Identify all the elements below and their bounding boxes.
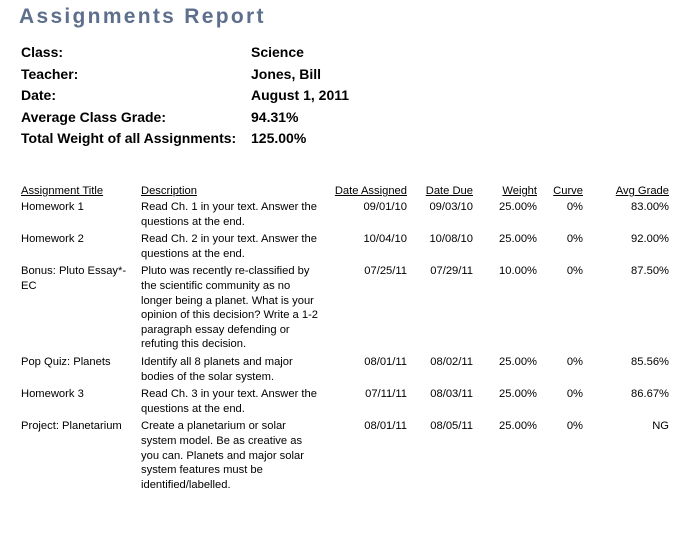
column-header-assignment-title: Assignment Title	[21, 185, 104, 197]
curve: 0%	[566, 388, 583, 401]
assignments-table	[21, 184, 669, 495]
total-weight-label: Total Weight of all Assignments:	[21, 130, 237, 146]
assignment-title: Homework 2	[21, 233, 84, 246]
date-due: 08/03/11	[430, 388, 473, 401]
table-row	[21, 387, 669, 419]
table-header-row	[21, 184, 669, 200]
date-assigned: 07/25/11	[364, 265, 407, 278]
average-grade-value: 94.31%	[251, 108, 299, 125]
avg-grade: 86.67%	[631, 388, 669, 401]
column-header-date-due: Date Due	[425, 185, 473, 197]
date-due: 09/03/10	[429, 201, 473, 213]
average-grade-label: Average Class Grade:	[21, 108, 166, 125]
class-value: Science	[251, 44, 304, 60]
assignment-title: Homework 1	[21, 201, 84, 213]
curve: 0%	[566, 355, 583, 368]
column-header-avg-grade: Avg Grade	[615, 185, 669, 197]
avg-grade: 85.56%	[631, 355, 669, 368]
date-assigned: 10/04/10	[363, 233, 407, 246]
curve: 0%	[566, 420, 583, 433]
curve: 0%	[566, 201, 583, 213]
weight: 25.00%	[499, 201, 537, 213]
table-row	[21, 232, 669, 264]
date-label: Date:	[21, 87, 57, 103]
teacher-value: Jones, Bill	[251, 65, 322, 82]
date-due: 08/05/11	[430, 420, 473, 433]
date-due: 07/29/11	[430, 265, 473, 278]
date-assigned: 08/01/11	[364, 420, 407, 433]
teacher-label: Teacher:	[21, 65, 79, 82]
table-row	[21, 419, 669, 495]
column-header-curve: Curve	[553, 185, 583, 197]
date-due: 10/08/10	[429, 233, 473, 246]
report-title: Assignments Report	[19, 5, 266, 28]
column-header-description: Description	[141, 185, 197, 197]
avg-grade: 87.50%	[631, 265, 669, 278]
table-row	[21, 200, 669, 232]
assignment-description: Read Ch. 2 in your text. Answer the questions at the end.	[141, 233, 317, 260]
weight: 25.00%	[499, 233, 537, 246]
total-weight-value: 125.00%	[251, 130, 307, 146]
date-assigned: 08/01/11	[364, 355, 407, 368]
weight: 10.00%	[499, 265, 537, 278]
curve: 0%	[566, 233, 583, 246]
avg-grade: 83.00%	[631, 201, 669, 213]
assignment-description: Create a planetarium or solar system model. Be as creative as you can. Planets and major solar system features must be identified/labelled.	[141, 420, 304, 491]
date-assigned: 07/11/11	[365, 388, 407, 401]
assignment-description: Pluto was recently re-classified by the scientific community as no longer being a planet. What is your opinion of this decision? Write a 1-2 paragraph essay defending or refuting this decision.	[141, 265, 319, 351]
assignment-description: Read Ch. 1 in your text. Answer the questions at the end.	[141, 201, 317, 228]
assignment-description: Read Ch. 3 in your text. Answer the questions at the end.	[141, 388, 317, 415]
assignment-description: Identify all 8 planets and major bodies of the solar system.	[141, 355, 293, 383]
date-assigned: 09/01/10	[363, 201, 407, 213]
weight: 25.00%	[499, 420, 537, 433]
weight: 25.00%	[499, 355, 537, 368]
date-value: August 1, 2011	[251, 87, 350, 103]
assignment-title: Homework 3	[21, 388, 84, 401]
assignment-title: Project: Planetarium	[21, 420, 122, 433]
class-label: Class:	[21, 44, 64, 60]
avg-grade: 92.00%	[631, 233, 669, 246]
table-row	[21, 264, 669, 355]
date-due: 08/02/11	[430, 355, 473, 368]
table-row	[21, 355, 669, 387]
curve: 0%	[566, 265, 583, 278]
assignment-title: Pop Quiz: Planets	[21, 355, 111, 368]
avg-grade: NG	[652, 420, 669, 433]
column-header-date-assigned: Date Assigned	[334, 185, 407, 197]
column-header-weight: Weight	[502, 185, 537, 197]
weight: 25.00%	[499, 388, 537, 401]
assignment-title: Bonus: Pluto Essay*-EC	[21, 265, 127, 292]
